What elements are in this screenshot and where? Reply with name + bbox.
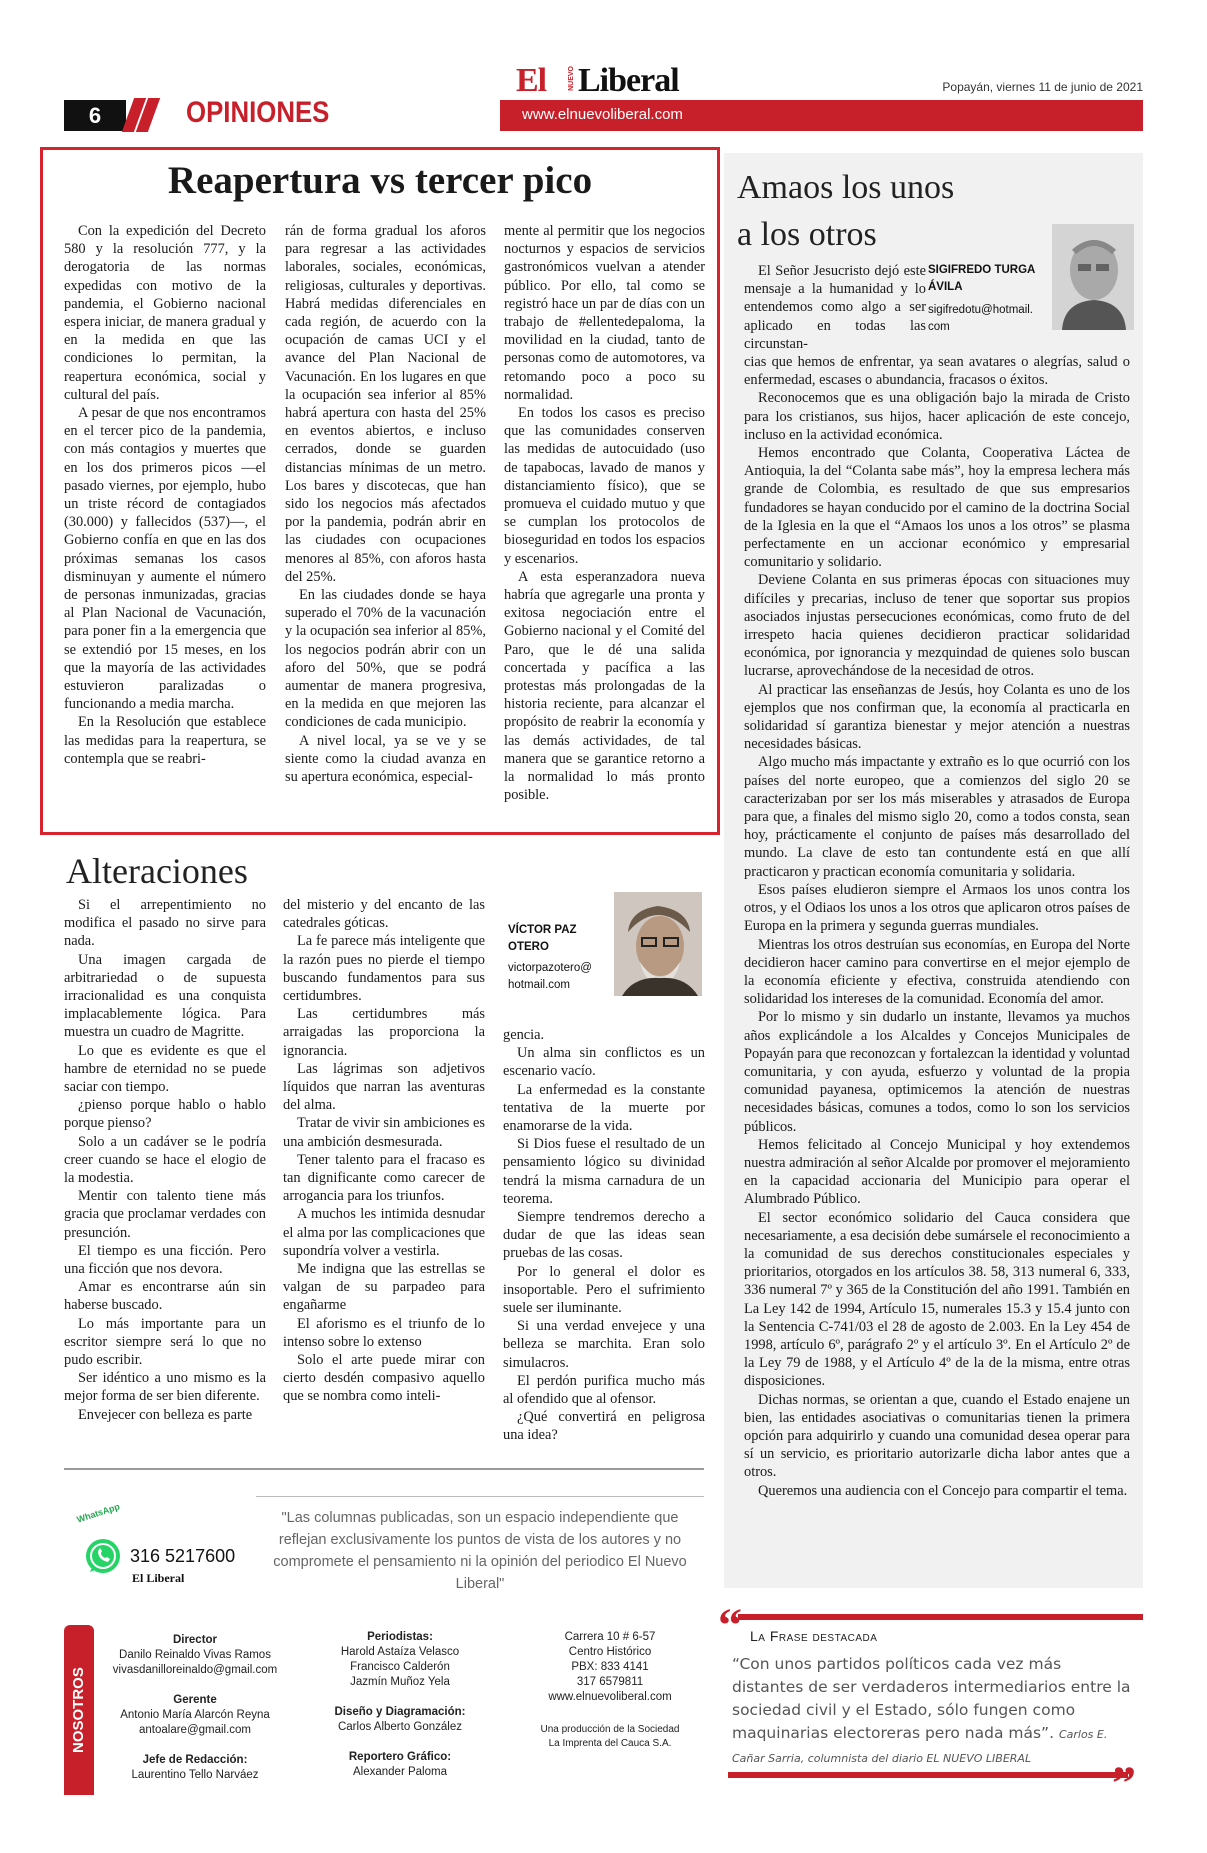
staff-role: Periodistas: [367,1631,433,1643]
paragraph: Solo a un cadáver se le podría creer cuando se hace el elogio de la modestia. [64,1133,266,1187]
logo-liberal: Liberal [578,62,679,99]
frase-author: Carlos E. Cañar Sarria, columnista del diario EL NUEVO LIBERAL [732,1728,1108,1765]
frase-top-bar [738,1614,1143,1620]
contact-info [520,1630,700,1751]
paragraph: Esos países eludieron siempre el Armaos los unos contra los otros, y el Odiaos los unos a los otros que aplicaron otros países de Europa en la primera y segunda guerras mundiales. [744,881,1130,935]
whatsapp-logo-text: El Liberal [132,1571,185,1585]
editorial-title: Reapertura vs tercer pico [167,159,593,202]
author-byline [928,262,1052,336]
staff-role: Director [172,1634,218,1646]
paragraph: Las certidumbres más arraigadas las proporciona la ignorancia. [283,1006,485,1059]
editorial-column-3 [504,222,705,805]
paragraph: El aforismo es el triunfo de lo intenso sobre lo extenso [283,1315,485,1350]
paragraph: Reconocemos que es una obligación bajo la mirada de Cristo para los cristianos, sus hijos, hacer aplicación de este concejo, incluso en la actividad económica. [744,390,1130,443]
whatsapp-number[interactable]: 316 5217600 [130,1546,236,1566]
column-intro [744,262,926,353]
divider [64,1468,704,1470]
staff-role: Diseño y Diagramación: [334,1706,466,1718]
author-email[interactable]: sigifredotu@hotmail. [928,304,1033,316]
staff-line: Harold Astaíza Velasco [340,1646,460,1658]
staff-role: Gerente [173,1694,217,1706]
staff-line: Laurentino Tello Narváez [131,1769,259,1781]
paragraph: rán de forma gradual los aforos para regresar a las actividades laborales, sociales, económicas, religiosas, culturales y deportivas. Habrá medidas diferenciales en cada región, de acuerdo con la ocupación de camas UCI y el avance del Plan Nacional de Vacunación. En los lugares en que la ocupación sea inferior al 85% habrá apertura con hasta del 25% en eventos abiertos, e incluso cerrados, donde se guarden distancias mínimas de un metro. Los bares y discotecas, que han sido los negocios más afectados por la pandemia, podrán abrir en las ciudades con ocupaciones menores al 85%, con aforos hasta del 25%. [285,223,486,585]
paragraph: Deviene Colanta en sus primeras épocas con situaciones muy difíciles y precarias, incluso de tener que soportar sus propios asociados injustas persecuciones económicas, como fruto de del irrespeto hacia quienes decidieron practicar solidaridad económica, por ignorancia y mezquindad de quienes solo buscan lucrarse, aprovechándose de la necesidad de otros. [744,572,1130,680]
column-body-3 [503,1026,705,1445]
paragraph: Hemos felicitado al Concejo Municipal y hoy extendemos nuestra admiración al señor Alcalde por promover el mejoramiento en la capacidad accionaria del Municipio para operar el Alumbrado Público. [744,1136,1131,1208]
paragraph: En la Resolución que establece las medidas para la reapertura, se contempla que se reabri- [64,714,266,767]
staff-line: Danilo Reinaldo Vivas Ramos [119,1649,271,1661]
author-photo [614,892,702,996]
author-name: ÁVILA [928,281,963,293]
author-photo [1052,224,1134,330]
quote-open-icon: “ [718,1599,742,1652]
paragraph: Si Dios fuese el resultado de un pensamiento lógico su divinidad tendrá la misma carnadura de un teorema. [503,1136,705,1207]
paragraph: El tiempo es una ficción. Pero una ficción que nos devora. [64,1242,266,1278]
staff-line: Antonio María Alarcón Reyna [120,1709,270,1721]
column-title-line: a los otros [737,216,877,253]
paragraph: ¿pienso porque hablo o hablo porque pienso? [64,1097,266,1132]
paragraph: A pesar de que nos encontramos en el tercer pico de la pandemia, con más contagios y muertes que en los dos primeros picos —el pasado viernes, por ejemplo, hubo un triste récord de contagiados (30.000) y fallecidos (537)—, el Gobierno confía en que en las dos próximas semanas los casos disminuyan y aumente el número de personas inmunizadas, gracias al Plan Nacional de Vacunación, para poner fin a la emergencia que se extendió por 15 meses, en los que la mayoría de las actividades estuvieron paralizadas o funcionando a media marcha. [64,405,266,713]
paragraph: Algo mucho más impactante y extraño es lo que ocurrió con los países del norte europeo, que a comienzos del siglo 20 se caracterizaban por ser los más miserables y atrasados de Europa para que, a finales del mismo siglo 20, como a todos consta, sean hoy, prácticamente el conjunto de países más desarrollado del mundo. La clave de esto tan contundente está en que allí practicaron y practican economía comunitaria y solidaria. [744,754,1130,880]
paragraph: Solo el arte puede mirar con cierto desdén compasivo aquello que se nombra como inteli- [283,1352,485,1405]
paragraph: Un alma sin conflictos es un escenario vacío. [503,1045,705,1080]
staff-role: Jefe de Redacción: [142,1754,248,1766]
paragraph: Por lo general el dolor es insoportable. Pero el sufrimiento suele ser iluminante. [503,1263,705,1317]
nosotros-label: NOSOTROS [70,1667,87,1753]
paragraph: Lo que es evidente es que el hambre de eternidad no se puede saciar con tiempo. [64,1042,266,1096]
paragraph: En las ciudades donde se haya superado el 70% de la vacunación y la ocupación sea inferior al 85%, los negocios podrán abrir con un aforo del 50%, que se podrá aumentar de manera progresiva, en la medida en que mejoren las condiciones de cada municipio. [285,587,486,731]
newspaper-logo [516,62,692,102]
dateline: Popayán, viernes 11 de junio de 2021 [942,80,1143,94]
paragraph: mente al permitir que los negocios nocturnos y espacios de servicios gastronómicos vuelvan a atender público. Por ello, tal como se registró hace un par de días con un trabajo de #ellentedepaloma, la movilidad en la ciudad, tanto de personas como de automotores, va retomando poco a poco su normalidad. [504,223,705,403]
editorial-column-1 [64,222,266,768]
paragraph: del misterio y del encanto de las catedrales góticas. [283,897,485,932]
staff-line: Carlos Alberto González [337,1721,462,1733]
staff-line: Jazmín Muñoz Yela [350,1676,450,1688]
paragraph: A esta esperanzadora nueva habría que agregarle una pronta y exitosa negociación entre el Gobierno nacional y el Comité del Paro, que le dé una salida concertada y pacífica a las protestas más prolongadas de la historia reciente, para alcanzar el propósito de reabrir la economía y las demás actividades, de tal manera que se garantice retorno a la normalidad lo más pronto posible. [504,568,705,804]
paragraph: Las lágrimas son adjetivos líquidos que narran las aventuras del alma. [283,1060,485,1114]
section-title: OPINIONES [186,96,330,129]
divider [256,1496,704,1497]
paragraph: El perdón purifica mucho más al ofendido que al ofensor. [503,1372,705,1408]
frase-bottom-bar [728,1772,1128,1778]
paragraph: Tratar de vivir sin ambiciones es una ambición desmesurada. [283,1115,485,1150]
paragraph: Me indigna que las estrellas se valgan de su parpadeo para engañarme [283,1261,485,1314]
staff-line: antoalare@gmail.com [138,1724,252,1736]
author-email[interactable]: hotmail.com [508,979,570,991]
paragraph: Siempre tendremos derecho a dudar de que las ideas sean pruebas de las cosas. [503,1209,705,1262]
column-title: Alteraciones [66,851,248,891]
website-link[interactable]: www.elnuevoliberal.com [548,1691,672,1703]
production-line: Una producción de la Sociedad [540,1724,680,1735]
paragraph: Con la expedición del Decreto 580 y la resolución 777, y la derogatoria de las normas expedidas con motivo de la pandemia, el Gobierno nacional espera iniciar, de manera gradual y en la medida en que las condiciones lo permitan, la reapertura económica, social y cultural del país. [64,223,266,403]
column-body [744,353,1130,1500]
staff-line: Alexander Paloma [353,1766,447,1778]
paragraph: Lo más importante para un escritor siempre será lo que no pudo escribir. [64,1315,266,1369]
site-url: www.elnuevoliberal.com [522,106,683,123]
staff-role: Reportero Gráfico: [348,1751,452,1763]
paragraph: El Señor Jesucristo dejó este mensaje a la humanidad y lo entendemos como algo a ser aplicado en todas las circunstan- [744,263,926,352]
address-line: Centro Histórico [568,1646,652,1658]
paragraph: Envejecer con belleza es parte [78,1406,253,1423]
author-byline [508,922,620,994]
paragraph: Al practicar las enseñanzas de Jesús, hoy Colanta es uno de los ejemplos que nos confirman que, la economía al practicarla en solidaridad sí garantiza bienestar y mejor atención a nuestras necesidades básicas. [744,681,1130,753]
frase-quote [732,1653,1132,1770]
column-body-1 [64,896,266,1424]
column-body-2 [283,896,485,1406]
paragraph: En todos los casos es preciso que las comunidades conserven las medidas de autocuidado (uso de tapabocas, lavado de manos y distanciamiento físico), que se promueva el cuidado mutuo y que se cumplan los protocolos de bioseguridad en todos los espacios y escenarios. [504,405,705,567]
paragraph: A nivel local, ya se ve y se siente como la ciudad avanza en su apertura económica, especial- [285,732,486,786]
editorial-column-2 [285,222,486,786]
paragraph: Si el arrepentimiento no modifica el pasado no sirve para nada. [64,897,266,950]
staff-line: Francisco Calderón [350,1661,450,1673]
address-line: PBX: 833 4141 [571,1661,649,1673]
author-email[interactable]: victorpazotero@ [508,962,592,974]
disclaimer: "Las columnas publicadas, son un espacio independiente que reflejan exclusivamente los puntos de vista de los autores y no compromete el pensamiento ni la opinión del periodico El Nuevo Liberal" [273,1510,687,1592]
paragraph: Mentir con talento tiene más gracia que proclamar verdades con presunción. [64,1188,266,1241]
address-line: 317 6579811 [576,1676,644,1688]
paragraph: El sector económico solidario del Cauca considera que necesariamente, a esa decisión debe sumársele el reconocimiento a la comunidad de sus derechos constitucionales especiales y prioritarios, otorgados en los artículos 38. 58, 313 numeral 6, 333, 336 numeral 7º y 365 de la Constitución del año 1991. También en La Ley 142 de 1994, Artículo 15, numerales 15.3 y 15.4 junto con la Sentencia C-741/03 el 28 de agosto de 2.003. En la Ley 454 de 1998, artículo 6º, parágrafo 2º y el artículo 3º. En el Artículo 2º de la Ley 79 de 1988, y el Artículo 4º de la de la misma, entre otras disposiciones. [744,1209,1130,1390]
paragraph: Hemos encontrado que Colanta, Cooperativa Láctea de Antioquia, la del “Colanta sabe más”, hoy la empresa lechera más grande de Colombia, es resultado de que sus empresarios fundadores se hayan conducido por el camino de la doctrina Social de la Iglesia en la que el “Amaos los unos a los otros” se plasma perfectamente en un accionar económico y empresarial comunitario y solidario. [744,445,1130,571]
paragraph: Queremos una audiencia con el Concejo para compartir el tema. [758,1482,1128,1499]
staff-line: vivasdanilloreinaldo@gmail.com [112,1664,278,1676]
column-title [737,164,954,258]
paragraph: Si una verdad envejece y una belleza se marchita. Eran solo simulacros. [503,1318,705,1371]
frase-title: La Frase destacada [750,1628,878,1644]
frase-quote-text: “Con unos partidos políticos cada vez más distantes de ser verdaderos intermediarios entre la sociedad civil y el Estado, sólo fungen como maquinarias electoreras pero nada más”. [732,1655,1131,1742]
page-number: 6 [64,100,126,131]
paragraph: gencia. [503,1027,545,1043]
paragraph: Mientras los otros destruían sus economías, en Europa del Norte decidieron hacer camino para convertirse en el mejor ejemplo de la economía eficiente y efectiva, construida atendiendo con solidaridad los intereses de la comunidad. Economía del amor. [744,936,1130,1008]
author-name: SIGIFREDO TURGA [928,264,1036,276]
paragraph: Por lo mismo y sin dudarlo un instante, llevamos ya muchos años explicándole a los Alcaldes y Concejos Municipales de Popayán para que reconozcan y fortalezcan la identidad y voluntad comunitaria, y con ayuda, esfuerzo y voluntad de la propia comunidad payanesa, optimicemos la atención de nuestras necesidades básicas, comunes a todos, como lo son los servicios públicos. [744,1009,1130,1135]
address-line: Carrera 10 # 6-57 [564,1631,656,1643]
paragraph: Dichas normas, se orientan a que, cuando el Estado enajene un bien, las entidades asociativas o comunitarias tienen la primera opción para adquirirlo y cuando una comunidad desea operar para sí un servicio, es prioritario autorizarle dicha labor antes que a otros. [744,1391,1130,1481]
staff-middle [310,1630,490,1780]
author-name: VÍCTOR PAZ OTERO [508,924,577,953]
logo-nuevo: NUEVO [568,66,575,91]
paragraph: La enfermedad es la constante tentativa de la muerte por enamorarse de la vida. [503,1081,705,1135]
whatsapp-icon [74,1522,132,1580]
paragraph: Una imagen cargada de arbitrariedad o de supuesta irracionalidad es una conquista implacablemente lógica. Para muestra un cuadro de Magritte. [64,951,266,1041]
paragraph: cias que hemos de enfrentar, ya sean avatares o alegrías, salud o enfermedad, escases o abundancia, fracasos o éxitos. [744,354,1130,389]
staff-left [106,1633,284,1783]
production-line: La Imprenta del Cauca S.A. [548,1738,672,1749]
paragraph: Amar es encontrarse aún sin haberse buscado. [64,1279,266,1314]
whatsapp-label: WhatsApp [75,1501,121,1525]
quote-close-icon: ” [1112,1757,1136,1810]
paragraph: Tener talento para el fracaso es tan dignificante como carecer de arrogancia para los triunfos. [283,1151,485,1205]
paragraph: La fe parece más inteligente que la razón pues no pierde el tiempo buscando fundamentos para sus certidumbres. [283,933,485,1005]
column-title-line: Amaos los unos [737,169,955,206]
logo-el: El [516,62,547,99]
paragraph: Ser idéntico a uno mismo es la mejor forma de ser bien diferente. [64,1370,266,1405]
author-email[interactable]: com [928,321,950,333]
paragraph: A muchos les intimida desnudar el alma por las complicaciones que supondría volver a vestirla. [283,1206,485,1259]
paragraph: ¿Qué convertirá en peligrosa una idea? [503,1409,705,1444]
